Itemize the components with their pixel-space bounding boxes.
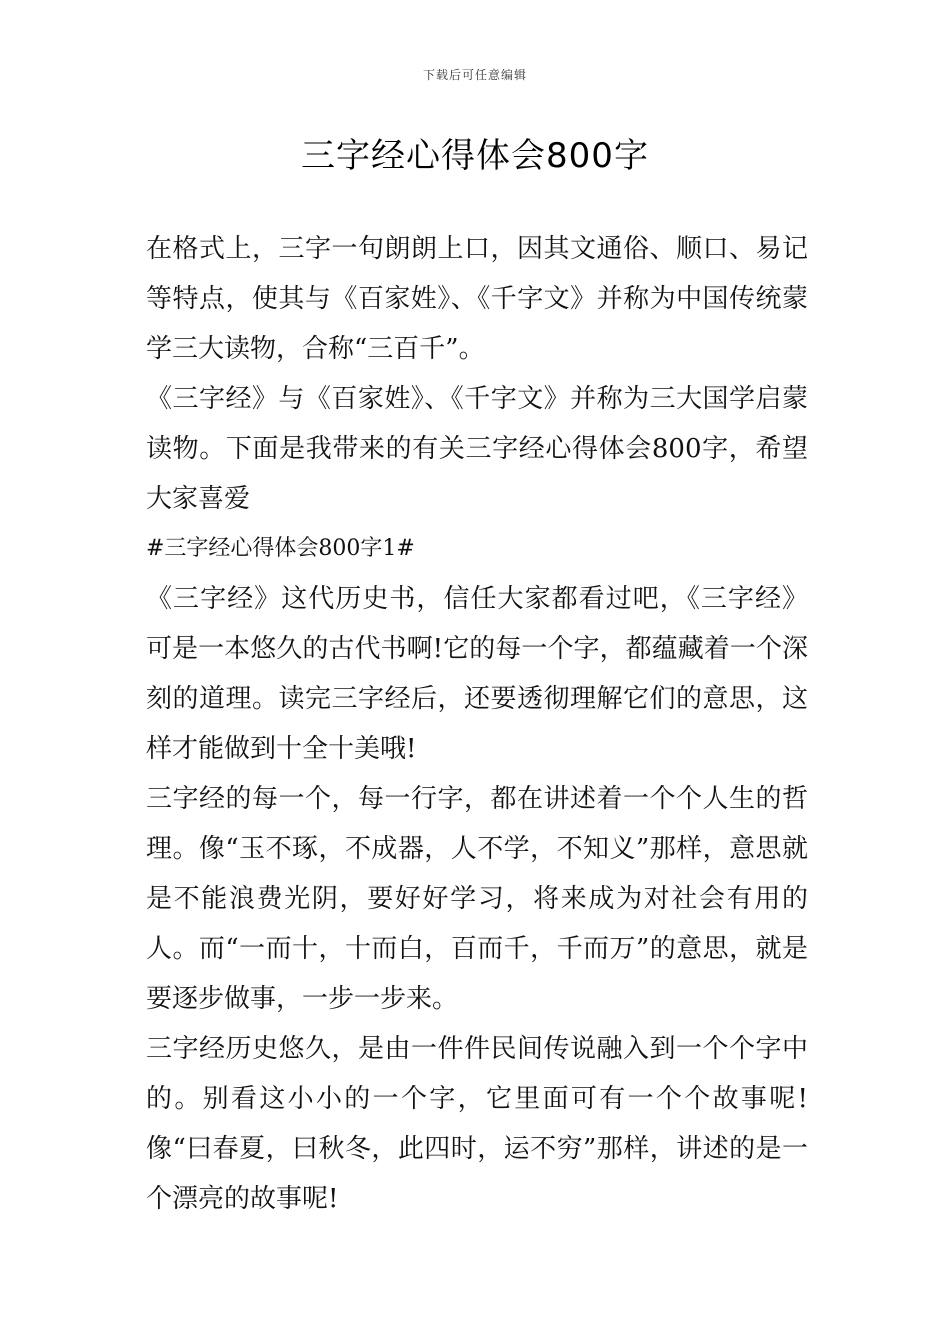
document-title: 三字经心得体会800字 xyxy=(301,136,649,176)
paragraph: 《三字经》与《百家姓》、《千字文》并称为三大国学启蒙读物。下面是我带来的有关三字经心得体会800字，希望大家喜爱 xyxy=(146,384,808,514)
paragraph: 三字经历史悠久，是由一件件民间传说融入到一个个字中的。别看这小小的一个字，它里面可有一个个故事呢!像“曰春夏，曰秋冬，此四时，运不穷”那样，讲述的是一个漂亮的故事呢! xyxy=(146,1034,808,1214)
section-heading: #三字经心得体会800字1# xyxy=(146,536,415,561)
document-body xyxy=(146,224,808,1224)
paragraph: 《三字经》这代历史书，信任大家都看过吧，《三字经》可是一本悠久的古代书啊!它的每一个字，都蕴藏着一个深刻的道理。读完三字经后，还要透彻理解它们的意思，这样才能做到十全十美哦! xyxy=(146,584,808,764)
paragraph: 在格式上，三字一句朗朗上口，因其文通俗、顺口、易记等特点，使其与《百家姓》、《千字文》并称为中国传统蒙学三大读物，合称“三百千”。 xyxy=(146,234,808,364)
paragraph: 三字经的每一个，每一行字，都在讲述着一个个人生的哲理。像“玉不琢，不成器，人不学，不知义”那样，意思就是不能浪费光阴，要好好学习，将来成为对社会有用的人。而“一而十，十而白，百而千，千而万”的意思，就是要逐步做事，一步一步来。 xyxy=(146,784,808,1014)
page-header-note: 下载后可任意编辑 xyxy=(422,68,527,82)
